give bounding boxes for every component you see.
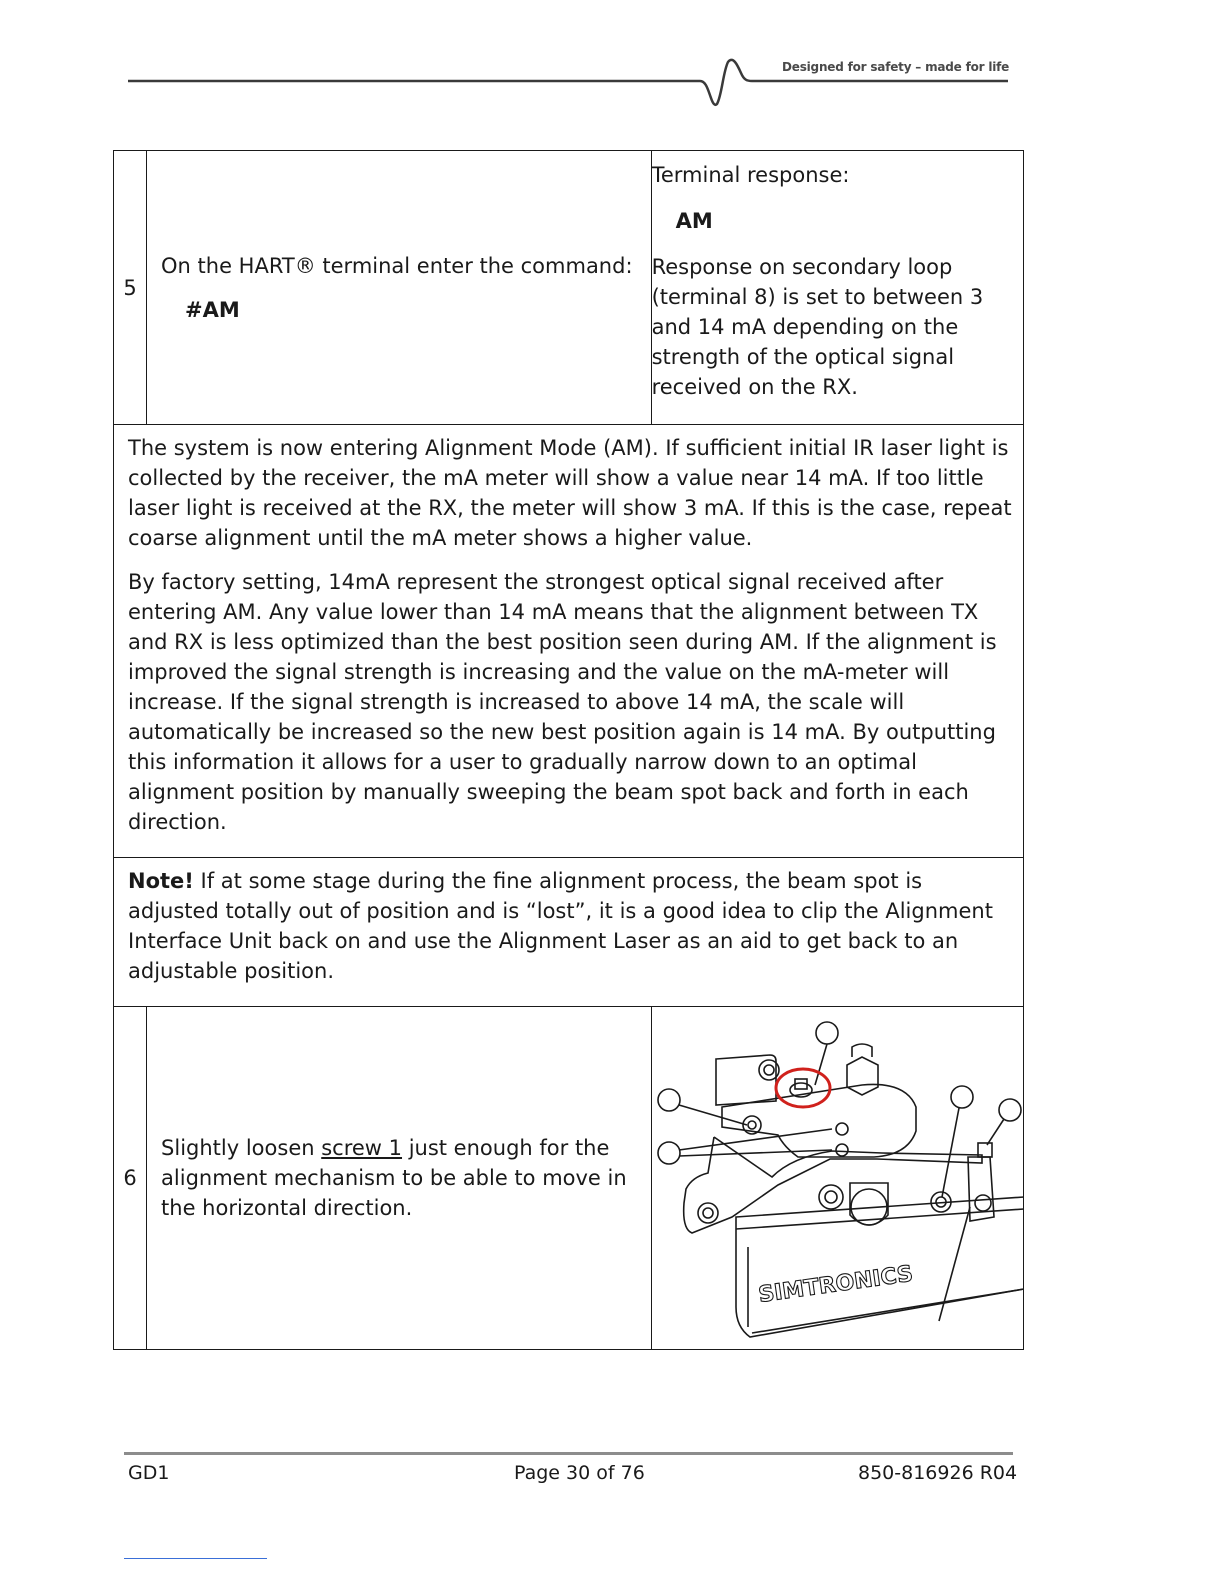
step-5-instruction: On the HART® terminal enter the command: (161, 253, 633, 278)
footer-page-number: Page 30 of 76 (514, 1462, 645, 1484)
note-cell (114, 858, 1024, 1007)
step-6-row (114, 1007, 1024, 1350)
note-text: If at some stage during the fine alignment process, the beam spot is adjusted totally out of position and is “lost”, it is a good idea to clip the Alignment Interface Unit back on and use the Alignment Laser as an aid to get back to an adjustable position. (128, 869, 993, 983)
step-6-text-start: Slightly loosen (161, 1136, 322, 1160)
callout-bubble (816, 1022, 838, 1044)
screw-1-link[interactable]: screw 1 (321, 1136, 403, 1160)
info-paragraph-1: The system is now entering Alignment Mode (AM). If sufficient initial IR laser light is collected by the receiver, the mA meter will show a value near 14 mA. If too little laser light is received at the RX, the meter will show 3 mA. If this is the case, repeat coarse alignment until the mA meter shows a higher value. (128, 436, 1012, 550)
terminal-response-title: Terminal response: (651, 163, 850, 187)
step-6-text-end: just enough for the alignment mechanism to be able to move in the horizontal direction. (161, 1136, 627, 1220)
step-5-row (114, 151, 1024, 425)
note-label: Note! (128, 869, 194, 893)
step-number: 6 (114, 1007, 147, 1350)
header-tagline: Designed for safety – made for life (782, 60, 1010, 74)
step-6-instruction (147, 1007, 652, 1350)
note-row (114, 858, 1024, 1007)
footer-document-code: GD1 (128, 1462, 170, 1484)
screw-1-highlight-circle (776, 1069, 830, 1107)
callout-bubble (951, 1086, 973, 1108)
alignment-mode-info (114, 425, 1024, 858)
header-logo-line (0, 0, 1224, 120)
info-paragraph-2: By factory setting, 14mA represent the strongest optical signal received after entering AM. Any value lower than 14 mA means that the alignment between TX and RX is less optimized than the best position seen during AM. If the alignment is improved the signal strength is increasing and the value on the mA-meter will increase. If the signal strength is increased to above 14 mA, the scale will automatically be increased so the new best position again is 14 mA. By outputting this information it allows for a user to gradually narrow down to an optimal alignment position by manually sweeping the beam spot back and forth in each direction. (128, 570, 997, 834)
alignment-mechanism-figure-cell (651, 1007, 1023, 1350)
callout-bubble (999, 1099, 1021, 1121)
secondary-loop-response: Response on secondary loop (terminal 8) is set to between 3 and 14 mA depending on the strength of the optical signal received on the RX. (651, 255, 984, 399)
terminal-response-code: AM (675, 209, 713, 233)
footer-rule (124, 1452, 1013, 1455)
simtronics-brand-label: SIMTRONICS (756, 1261, 915, 1309)
alignment-mechanism-drawing (652, 1007, 1024, 1341)
footnote-separator (124, 1558, 267, 1559)
footer-revision: 850-816926 R04 (858, 1462, 1018, 1484)
info-row (114, 425, 1024, 858)
callout-bubble (658, 1089, 680, 1111)
step-number: 5 (114, 151, 147, 425)
step-5-instruction-cell (147, 151, 652, 425)
step-5-command: #AM (185, 297, 240, 322)
procedure-table (113, 150, 1024, 1350)
callout-bubble (658, 1142, 680, 1164)
step-5-response-cell (651, 151, 1023, 425)
